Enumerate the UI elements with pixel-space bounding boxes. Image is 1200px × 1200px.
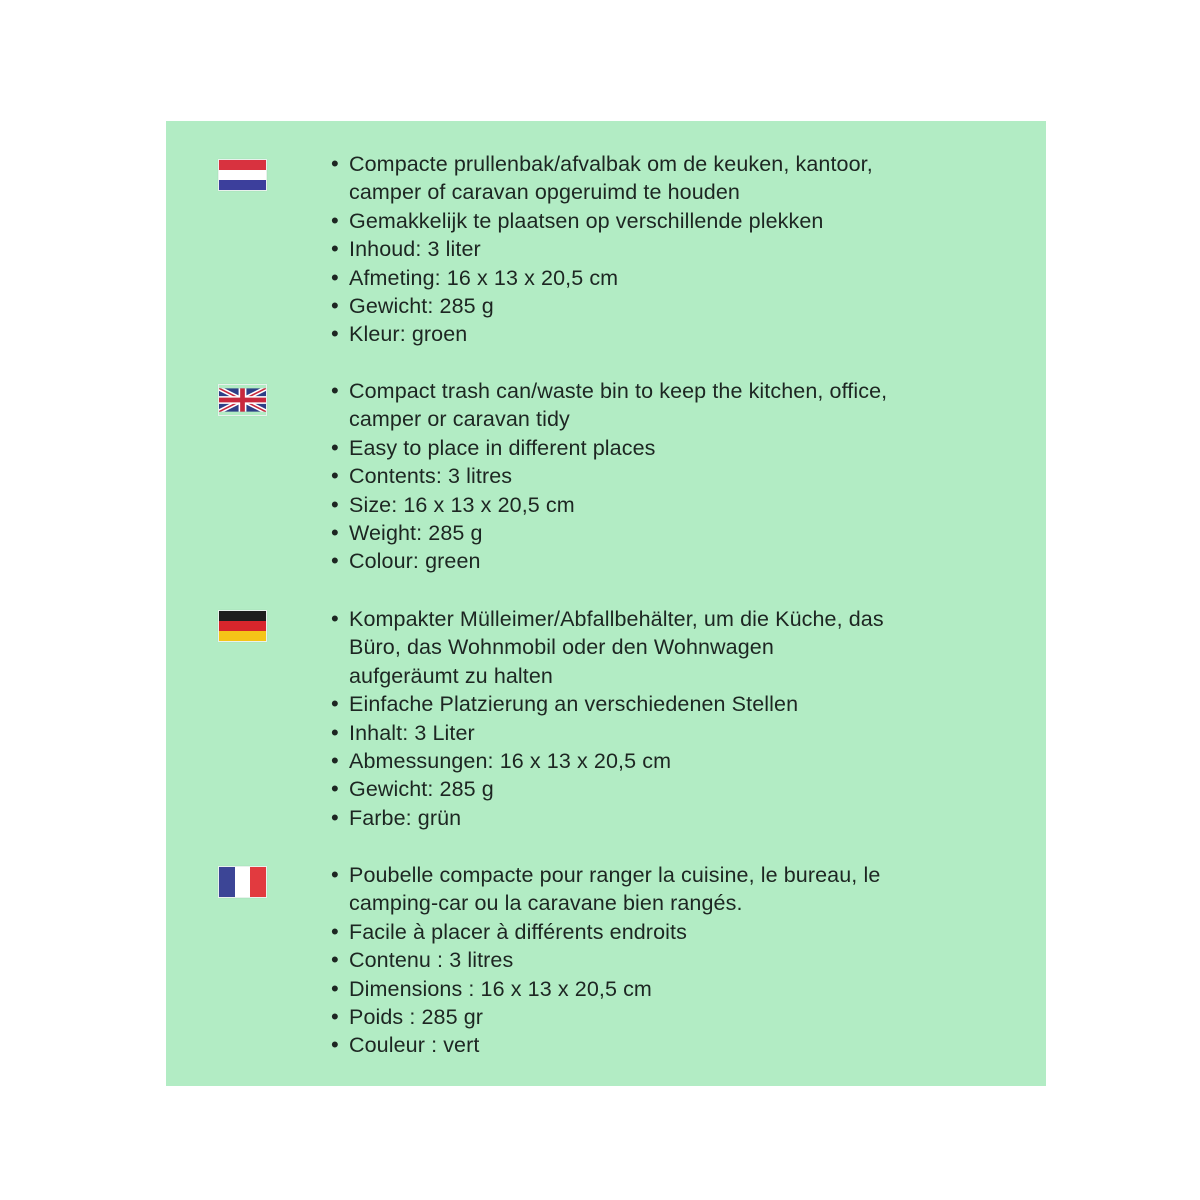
list-item: • Poids : 285 gr [329, 1003, 889, 1031]
list-item: • Einfache Platzierung an verschiedenen Stellen [329, 690, 889, 718]
feature-list-german [329, 605, 889, 832]
list-item: • Inhoud: 3 liter [329, 235, 889, 263]
list-item: • Abmessungen: 16 x 13 x 20,5 cm [329, 747, 889, 775]
list-item: • Size: 16 x 13 x 20,5 cm [329, 491, 889, 519]
list-item: • Facile à placer à différents endroits [329, 918, 889, 946]
list-item: • Easy to place in different places [329, 434, 889, 462]
list-item: • Gemakkelijk te plaatsen op verschillende plekken [329, 207, 889, 235]
list-item: • Poubelle compacte pour ranger la cuisine, le bureau, le camping-car ou la caravane bien rangés. [329, 861, 889, 918]
list-item: • Couleur : vert [329, 1031, 889, 1059]
united-kingdom-flag-icon [219, 385, 266, 415]
list-item: • Colour: green [329, 547, 889, 575]
feature-list-english [329, 377, 889, 576]
list-item: • Inhalt: 3 Liter [329, 719, 889, 747]
list-item: • Gewicht: 285 g [329, 775, 889, 803]
list-item: • Compact trash can/waste bin to keep the kitchen, office, camper or caravan tidy [329, 377, 889, 434]
list-item: • Gewicht: 285 g [329, 292, 889, 320]
list-item: • Kompakter Mülleimer/Abfallbehälter, um die Küche, das Büro, das Wohnmobil oder den Wohnwagen aufgeräumt zu halten [329, 605, 889, 690]
netherlands-flag-icon [219, 160, 266, 190]
list-item: • Contenu : 3 litres [329, 946, 889, 974]
feature-list-dutch [329, 150, 889, 349]
feature-list-french [329, 861, 889, 1060]
france-flag-icon [219, 867, 266, 897]
list-item: • Afmeting: 16 x 13 x 20,5 cm [329, 264, 889, 292]
product-info-panel [166, 121, 1046, 1086]
list-item: • Farbe: grün [329, 804, 889, 832]
list-item: • Weight: 285 g [329, 519, 889, 547]
germany-flag-icon [219, 611, 266, 641]
list-item: • Compacte prullenbak/afvalbak om de keuken, kantoor, camper of caravan opgeruimd te houden [329, 150, 889, 207]
list-item: • Kleur: groen [329, 320, 889, 348]
list-item: • Dimensions : 16 x 13 x 20,5 cm [329, 975, 889, 1003]
list-item: • Contents: 3 litres [329, 462, 889, 490]
